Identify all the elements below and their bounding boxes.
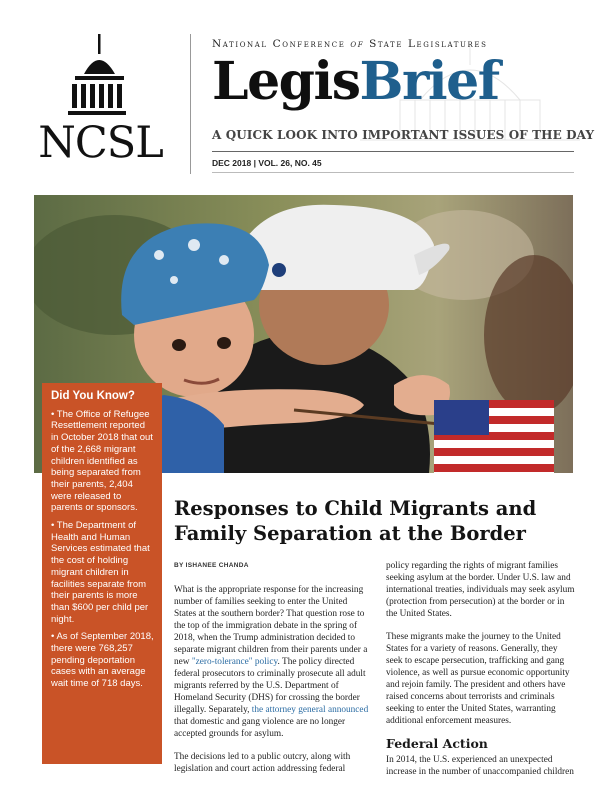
issue-info: DEC 2018 | VOL. 26, NO. 45 <box>212 158 322 168</box>
paragraph: policy regarding the rights of migrant families seeking asylum at the border. Under U.S. law and international treaties, individuals may seek asylum (protection from persecution) at the border or in the United States. <box>386 561 575 619</box>
zero-tolerance-link[interactable]: "zero-tolerance" policy <box>191 657 278 667</box>
paragraph: These migrants make the journey to the United States for a variety of reasons. Generally, they seek to escape persecution, trafficking and gang violence, as well as pursue economic opportunity and rejoin family. The president and others have raised concerns about terrorists and criminals seeking to enter the United States, warranting additional enforcement measures. <box>386 632 570 726</box>
article-column-1 <box>174 584 370 786</box>
publication-title <box>212 51 499 112</box>
paragraph: In 2014, the U.S. experienced an unexpected increase in the number of unaccompanied children <box>386 755 574 777</box>
attorney-general-link[interactable]: the attorney general announced <box>251 705 369 715</box>
byline: BY ISHANEE CHANDA <box>174 562 249 569</box>
header-divider <box>190 34 191 174</box>
ncsl-logo <box>28 34 173 169</box>
article-headline: Responses to Child Migrants and Family Separation at the Border <box>174 497 537 545</box>
title-part-brief: Brief <box>359 51 499 112</box>
paragraph: The decisions led to a public outcry, along with legislation and court action addressing federal <box>174 752 351 774</box>
logo-wordmark: NCSL <box>38 118 163 168</box>
sidebar-fact: • The Office of Refugee Resettlement reported in October 2018 that out of the 2,668 migrant children identified as being separated from their parents, 2,404 were released to parents or sponsors. <box>51 408 153 514</box>
sidebar-fact: • The Department of Health and Human Services estimated that the cost of holding migrant children in facilities separate from their parents is more than $600 per child per night. <box>51 520 150 625</box>
header-rule-secondary <box>212 172 574 173</box>
did-you-know-sidebar <box>42 383 162 764</box>
article-column-2 <box>386 560 576 789</box>
paragraph: What is the appropriate response for the increasing number of families seeking to enter the United States at the southern border? That question rose to the top of the immigration debate in the spring of 2018, when the Trump administration decided to separate migrant children from their parents under a new "zero-tolerance" policy. The policy directed federal prosecutors to criminally prosecute all adult migrants referred by the U.S. Department of Homeland Security (DHS) for crossing the border illegally. Separately, the attorney general announced that domestic and gang violence are no longer accepted grounds for asylum. <box>174 585 369 739</box>
section-heading: Federal Action <box>386 736 488 751</box>
tagline: A QUICK LOOK INTO IMPORTANT ISSUES OF THE DAY <box>212 128 595 142</box>
title-part-legis: Legis <box>212 51 360 112</box>
sidebar-fact: • As of September 2018, there were 768,257 pending deportation cases with an average wait time of 718 days. <box>51 631 154 690</box>
header-rule <box>212 151 574 152</box>
capitol-dome-icon <box>28 34 173 124</box>
organization-name: National Conference of State Legislatures <box>212 38 488 50</box>
sidebar-heading: Did You Know? <box>51 390 135 402</box>
